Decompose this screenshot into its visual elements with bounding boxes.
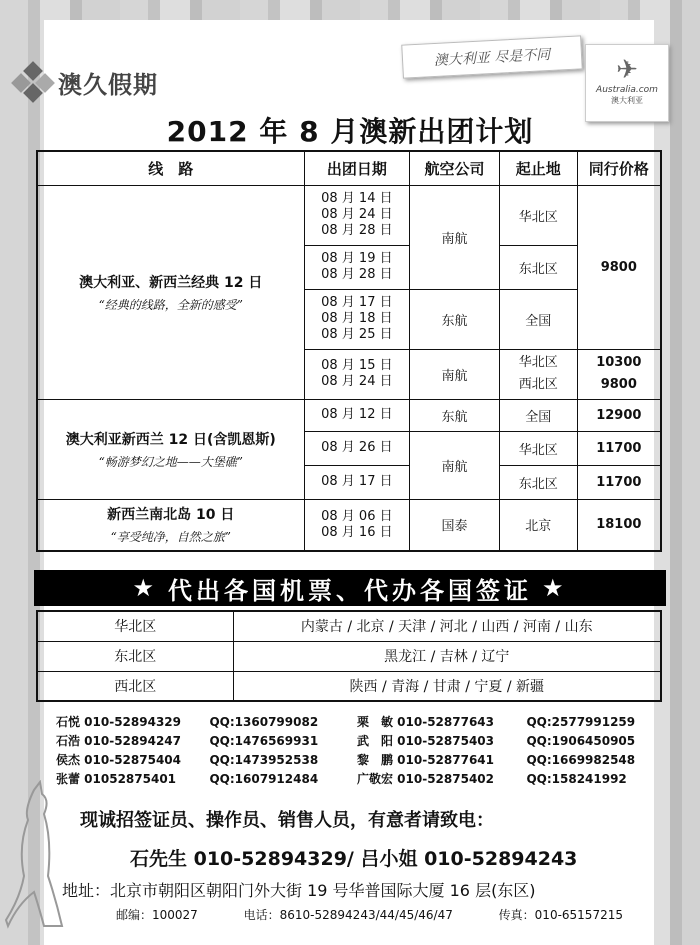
contact-phone: 张蕾 01052875401 xyxy=(56,772,177,786)
route-quote: “经典的线路，全新的感受” xyxy=(98,297,243,312)
origin-cell: 北京 xyxy=(499,499,577,551)
ticket-visa-banner xyxy=(34,570,666,606)
contact-qq: QQ:2577991259 xyxy=(526,714,636,729)
table-row xyxy=(37,641,661,671)
fax: 传真：010-65157215 xyxy=(498,908,623,922)
contact-row xyxy=(56,750,656,769)
airline-cell: 南航 xyxy=(410,185,500,289)
postcode: 邮编：100027 xyxy=(116,908,198,922)
contact-qq: QQ:1607912484 xyxy=(209,771,319,786)
date: 08 月 12 日 xyxy=(321,407,393,422)
brand-card-sub: 澳大利亚 xyxy=(611,96,643,105)
region-provinces: 陕西 / 青海 / 甘肃 / 宁夏 / 新疆 xyxy=(233,671,661,701)
date: 08 月 24 日 xyxy=(321,374,393,389)
page-title: 2012 年 8 月澳新出团计划 xyxy=(166,115,534,148)
date: 08 月 14 日 xyxy=(321,191,393,206)
contact-phone: 栗 敏 010-52877643 xyxy=(357,715,495,729)
price: 9800 xyxy=(600,377,637,392)
contact-qq: QQ:1476569931 xyxy=(209,733,319,748)
price-cell: 18100 xyxy=(577,499,661,551)
price-cell: 11700 xyxy=(577,431,661,465)
price: 10300 xyxy=(596,355,642,370)
header-date: 出团日期 xyxy=(304,151,410,185)
banner-text: 代出各国机票、代办各国签证 xyxy=(168,576,532,605)
origin-cell: 华北区 xyxy=(499,185,577,245)
airline-cell: 南航 xyxy=(410,431,500,499)
route-name: 澳大利亚新西兰 12 日(含凯恩斯) xyxy=(65,431,276,448)
contact-row xyxy=(56,731,656,750)
date: 08 月 15 日 xyxy=(321,358,393,373)
kangaroo-bird-icon: ✈ xyxy=(616,55,638,85)
date-cell xyxy=(304,185,410,245)
route-quote: “享受纯净，自然之旅” xyxy=(110,530,231,545)
contact-phone: 石浩 010-52894247 xyxy=(56,734,182,748)
price-cell: 9800 xyxy=(577,185,661,349)
contact-phone: 黎 鹏 010-52877641 xyxy=(357,753,495,767)
date: 08 月 25 日 xyxy=(321,327,393,342)
date-cell xyxy=(304,399,410,431)
region-name: 东北区 xyxy=(37,641,233,671)
contact-qq: QQ:1906450905 xyxy=(526,733,636,748)
date-cell xyxy=(304,465,410,499)
origin-cell: 东北区 xyxy=(499,245,577,289)
date-cell xyxy=(304,431,410,465)
date: 08 月 06 日 xyxy=(321,508,393,524)
contact-qq: QQ:1473952538 xyxy=(209,752,319,767)
table-row xyxy=(37,499,661,551)
contact-qq: QQ:158241992 xyxy=(526,771,627,786)
date: 08 月 17 日 xyxy=(321,474,393,489)
region-name: 华北区 xyxy=(37,611,233,641)
date: 08 月 19 日 xyxy=(321,251,393,266)
route-name: 新西兰南北岛 10 日 xyxy=(107,507,235,524)
date: 08 月 24 日 xyxy=(321,207,393,222)
date-cell xyxy=(304,289,410,349)
date: 08 月 28 日 xyxy=(321,223,393,238)
contact-row xyxy=(56,769,656,788)
telephone: 电话：8610-52894243/44/45/46/47 xyxy=(243,908,453,922)
contact-phone: 武 阳 010-52875403 xyxy=(357,734,495,748)
price-cell: 11700 xyxy=(577,465,661,499)
contact-phone: 侯杰 010-52875404 xyxy=(56,753,182,767)
brand-logo xyxy=(14,64,158,100)
route-cell xyxy=(37,185,304,399)
footer-info xyxy=(116,906,665,923)
header-airline: 航空公司 xyxy=(410,151,500,185)
origin-cell: 全国 xyxy=(499,399,577,431)
contact-qq: QQ:1669982548 xyxy=(526,752,636,767)
date: 08 月 16 日 xyxy=(321,524,393,540)
date-cell xyxy=(304,349,410,399)
origin: 华北区 xyxy=(518,355,558,370)
date: 08 月 17 日 xyxy=(321,295,393,310)
origin-cell: 华北区 xyxy=(499,431,577,465)
contact-phone: 石悦 010-52894329 xyxy=(56,715,182,729)
table-row xyxy=(37,399,661,431)
table-row xyxy=(37,185,661,245)
region-name: 西北区 xyxy=(37,671,233,701)
origin-cell: 全国 xyxy=(499,289,577,349)
route-name: 澳大利亚、新西兰经典 12 日 xyxy=(79,274,263,291)
table-header-row xyxy=(37,151,661,185)
contact-phone: 广敬宏 010-52875402 xyxy=(357,772,495,786)
origin: 西北区 xyxy=(518,377,558,392)
header-origin: 起止地 xyxy=(499,151,577,185)
date-cell xyxy=(304,499,410,551)
airline-cell: 国泰 xyxy=(410,499,500,551)
airline-cell: 南航 xyxy=(410,349,500,399)
header-route: 线 路 xyxy=(37,151,304,185)
date: 08 月 18 日 xyxy=(321,311,393,326)
table-row xyxy=(37,671,661,701)
kangaroo-icon xyxy=(4,780,64,930)
table-row xyxy=(37,611,661,641)
logo-diamond-icon xyxy=(14,64,54,100)
route-cell xyxy=(37,399,304,499)
brand-name: 澳久假期 xyxy=(58,70,158,99)
star-icon: ★ xyxy=(542,574,568,602)
contact-list xyxy=(56,712,656,788)
slogan-card: 澳大利亚 尽是不同 xyxy=(401,35,583,78)
origin-cell: 东北区 xyxy=(499,465,577,499)
route-cell xyxy=(37,499,304,551)
date-cell xyxy=(304,245,410,289)
date: 08 月 26 日 xyxy=(321,440,393,455)
header-price: 同行价格 xyxy=(577,151,661,185)
date: 08 月 28 日 xyxy=(321,267,393,282)
region-table xyxy=(36,610,662,702)
address: 地址：北京市朝阳区朝阳门外大街 19 号华普国际大厦 16 层(东区) xyxy=(62,881,536,900)
price-cell xyxy=(577,349,661,399)
price-cell: 12900 xyxy=(577,399,661,431)
route-quote: “畅游梦幻之地——大堡礁” xyxy=(98,454,243,469)
recruit-phones: 石先生 010-52894329/ 吕小姐 010-52894243 xyxy=(130,848,578,870)
region-provinces: 内蒙古 / 北京 / 天津 / 河北 / 山西 / 河南 / 山东 xyxy=(233,611,661,641)
origin-cell xyxy=(499,349,577,399)
airline-cell: 东航 xyxy=(410,289,500,349)
tour-plan-table xyxy=(36,150,662,552)
star-icon: ★ xyxy=(132,574,158,602)
airline-cell: 东航 xyxy=(410,399,500,431)
region-provinces: 黑龙江 / 吉林 / 辽宁 xyxy=(233,641,661,671)
brand-card-url: Australia.com xyxy=(596,85,658,95)
contact-qq: QQ:1360799082 xyxy=(209,714,319,729)
contact-row xyxy=(56,712,656,731)
recruit-text: 现诚招签证员、操作员、销售人员，有意者请致电： xyxy=(80,810,494,831)
